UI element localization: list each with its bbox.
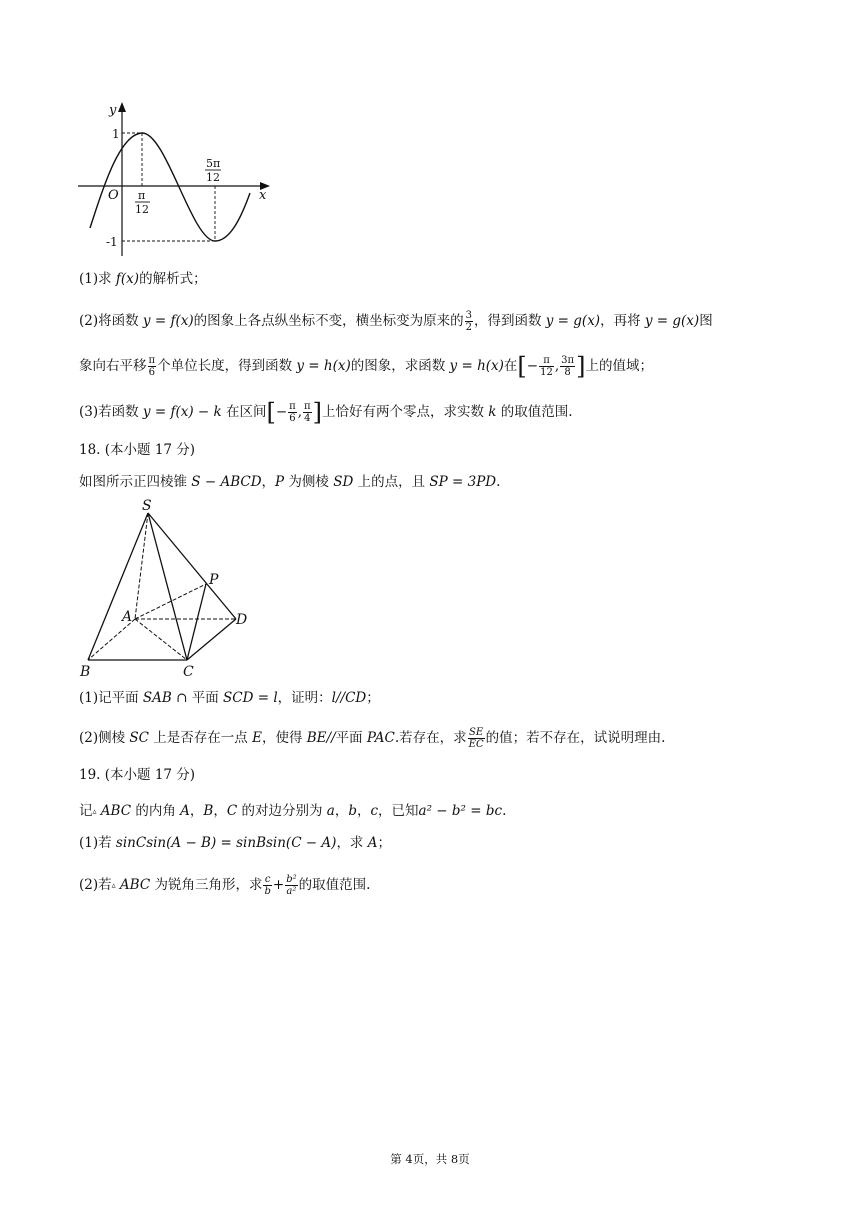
q19-stem-e: ，	[189, 803, 204, 819]
q19-stem-i: 的对边分别为	[237, 803, 327, 819]
fraction-pi-6	[148, 355, 157, 378]
fraction-numerator: π	[289, 401, 296, 412]
q17-p2b-a: 象向右平移	[79, 358, 147, 374]
q19-p1-c: ，求	[336, 835, 368, 851]
q17-part2-line1	[79, 310, 713, 333]
q19-stem-g: ，	[213, 803, 227, 819]
q18-part1	[79, 689, 380, 707]
q17-p3-c: 在区间	[221, 404, 267, 420]
edge-CP	[187, 584, 206, 660]
fraction-denominator: 12	[540, 367, 553, 378]
q18-p1-d: SCD = l	[223, 690, 278, 706]
triangle-icon: ▵	[92, 806, 97, 816]
edge-AB	[88, 619, 135, 660]
fraction-denominator: b	[264, 886, 271, 897]
q19-part1	[79, 834, 391, 852]
q18-p2-b: SC	[129, 730, 149, 746]
fraction-pi-4	[303, 401, 312, 424]
fraction-denominator: 6	[148, 367, 155, 378]
q17-p2-c: 的图象上各点纵坐标不变，横坐标变为原来的	[193, 313, 464, 329]
vertex-S-label: S	[142, 498, 152, 514]
y-axis-arrow-icon	[118, 102, 126, 112]
y-max-label: 1	[112, 127, 120, 141]
q17-part1	[79, 270, 207, 288]
q18-p1-g: ；	[366, 690, 380, 706]
q19-stem-p: a² − b² = bc	[418, 803, 503, 819]
vertex-C-label: C	[183, 664, 194, 680]
q19-stem-c: 的内角	[131, 803, 181, 819]
q18-stem-b: S − ABCD	[191, 474, 262, 490]
q18-stem-a: 如图所示正四棱锥	[79, 474, 192, 490]
q17-p3-d: 上恰好有两个零点，求实数	[321, 404, 489, 420]
q17-p2b-e: y = h(x)	[449, 358, 504, 374]
fraction-numerator: π	[539, 355, 554, 367]
q18-p2-e: ，使得	[261, 730, 307, 746]
q18-p1-b: SAB	[142, 690, 172, 706]
pyramid-figure	[76, 495, 266, 685]
q18-stem-f: SD	[333, 474, 354, 490]
edge-AP	[135, 584, 206, 619]
q17-p2b-c: y = h(x)	[296, 358, 351, 374]
fraction-SE-EC	[468, 727, 485, 750]
q17-p2-h: 图	[699, 313, 713, 329]
plus-sign: +	[272, 877, 285, 893]
sine-curve	[90, 133, 250, 241]
q18-stem-d: P	[275, 474, 285, 490]
q19-p1-e: ；	[377, 835, 391, 851]
edge-SD	[148, 513, 236, 619]
edge-CD	[187, 619, 236, 660]
q17-p2b-b: 个单位长度，得到函数	[157, 358, 297, 374]
q18-p2-h: PAC	[366, 730, 395, 746]
q18-stem	[79, 473, 500, 491]
q19-p2-c: 为锐角三角形，求	[150, 877, 263, 893]
q18-header: 18. (本小题 17 分)	[79, 442, 196, 458]
right-bracket: ]	[312, 398, 322, 427]
q19-p1-d: A	[367, 835, 378, 851]
left-bracket: [	[266, 398, 276, 427]
edge-SC	[148, 513, 187, 660]
q18-p2-j: 的值；若不存在，试说明理由.	[485, 730, 666, 746]
tick-5pi-12-numerator: 5π	[206, 157, 221, 170]
fraction-numerator: 3π	[561, 355, 575, 366]
fraction-denominator: 4	[304, 413, 311, 424]
vertex-B-label: B	[80, 664, 91, 680]
fraction-denominator: 2	[465, 322, 472, 333]
origin-label: O	[108, 188, 119, 203]
q17-part3: (3)若函数 y = f(x) − k 在区间[− $\frac{\pi}{6}$ , $\frac{\pi}{4}$ ]上恰好有两个零点，求实数 k 的取值范围.	[79, 398, 573, 427]
tick-pi-12-denominator: 12	[135, 203, 149, 216]
q17-p2b-d: 的图象，求函数	[350, 358, 450, 374]
q19-stem-f: B	[203, 803, 214, 819]
vertex-P-label: P	[209, 572, 219, 588]
q19-stem-j: a	[326, 803, 335, 819]
fraction-c-b	[263, 874, 271, 897]
tick-5pi-12-denominator: 12	[206, 171, 220, 184]
q17-p1-suffix: 的解析式；	[139, 271, 207, 287]
q18-stem-e: 为侧棱	[284, 474, 334, 490]
left-bracket: [	[517, 352, 527, 381]
fraction-3-2	[465, 310, 473, 333]
q19-stem-n: c	[370, 803, 379, 819]
q18-stem-c: ，	[261, 474, 276, 490]
q19-stem-a: 记	[79, 803, 93, 819]
q19-p1-a: (1)若	[79, 835, 116, 851]
q18-p2-a: (2)侧棱	[79, 730, 130, 746]
q17-p3-b: y = f(x) − k	[142, 404, 222, 420]
q18-p1-e: ，证明：	[277, 690, 332, 706]
q18-part2	[79, 727, 665, 750]
fraction-pi-6	[288, 401, 297, 424]
q18-p2-d: E	[252, 730, 262, 746]
edge-AC	[135, 619, 187, 660]
vertex-D-label: D	[236, 612, 248, 628]
q17-p1-math: f(x)	[115, 271, 140, 287]
q18-p2-f: BE//	[306, 730, 336, 746]
q18-p1-a: (1)记平面	[79, 690, 143, 706]
q19-stem-h: C	[226, 803, 238, 819]
q19-stem-m: ，	[356, 803, 371, 819]
q19-part2	[79, 874, 370, 897]
q18-stem-i: .	[496, 474, 501, 490]
q18-p1-c: ∩ 平面	[171, 690, 224, 706]
fraction-denominator: EC	[468, 739, 484, 750]
fraction-numerator: c	[264, 874, 271, 885]
q19-stem-k: ，	[334, 803, 349, 819]
q17-p3-e: k	[488, 404, 497, 420]
q19-p2-d: 的取值范围.	[298, 877, 371, 893]
fraction-denominator: a²	[286, 886, 297, 897]
q17-p3-a: (3)若函数	[79, 404, 143, 420]
tick-pi-12-numerator: π	[138, 189, 146, 202]
q17-p1-prefix: (1)求	[79, 271, 116, 287]
q19-header: 19. (本小题 17 分)	[79, 767, 196, 783]
right-bracket: ]	[576, 352, 586, 381]
q17-p2-d: ，得到函数	[473, 313, 546, 329]
fraction-3pi-8	[560, 355, 575, 378]
triangle-icon: ▵	[111, 880, 116, 890]
x-axis-label: x	[259, 188, 267, 203]
y-min-label: -1	[106, 235, 118, 249]
fraction-numerator: π	[148, 355, 156, 366]
q18-p2-i: .若存在，求	[394, 730, 467, 746]
y-axis-label: y	[109, 103, 117, 118]
q17-p2-a: (2)将函数	[79, 313, 143, 329]
fraction-numerator: SE	[469, 727, 484, 738]
q18-p1-f: l//CD	[331, 690, 367, 706]
fraction-numerator: 3	[465, 310, 472, 321]
vertex-A-label: A	[122, 609, 133, 625]
fraction-numerator: π	[304, 401, 311, 412]
q19-stem-o: ，已知	[378, 803, 419, 819]
interval-sign: −	[526, 358, 539, 374]
fraction-denominator: 6	[289, 413, 296, 424]
q19-p2-a: (2)若	[79, 877, 112, 893]
sine-graph-figure	[78, 98, 278, 258]
fraction-numerator: b²	[286, 874, 297, 885]
fraction-denominator: 8	[564, 367, 571, 378]
q18-stem-h: SP = 3PD	[429, 474, 497, 490]
q17-p3-f: 的取值范围.	[496, 404, 573, 420]
fraction-pi-12	[539, 355, 554, 378]
q17-p2b-g: 上的值域；	[585, 358, 653, 374]
q19-stem	[79, 802, 506, 821]
q19-stem-d: A	[180, 803, 190, 819]
q17-p2b-f: 在	[503, 358, 518, 374]
q19-p1-b: sinCsin(A − B) = sinBsin(C − A)	[115, 835, 337, 851]
q19-stem-l: b	[348, 803, 357, 819]
page-footer: 第 4页，共 8页	[390, 1152, 470, 1166]
q19-stem-q: .	[502, 803, 507, 819]
q18-p2-c: 上是否存在一点	[149, 730, 253, 746]
interval-sign: −	[275, 404, 288, 420]
q18-p2-g: 平面	[335, 730, 367, 746]
q17-p2-g: y = g(x)	[644, 313, 700, 329]
q17-p2-e: y = g(x)	[545, 313, 601, 329]
q19-p2-b: ABC	[115, 877, 151, 893]
q19-stem-b: ABC	[96, 803, 132, 819]
q17-p2-f: ，再将	[600, 313, 645, 329]
q18-stem-g: 上的点，且	[353, 474, 430, 490]
q17-part2-line2: 象向右平移 $\frac{\pi}{6}$ 个单位长度，得到函数 y = h(x)的图象，求函数 y = h(x)在[− $\frac{\pi}{12}$ , $\frac{3\pi}{8}$ ]上的值域；	[79, 352, 653, 381]
fraction-b2-a2	[285, 874, 297, 897]
q17-p2-b: y = f(x)	[142, 313, 194, 329]
